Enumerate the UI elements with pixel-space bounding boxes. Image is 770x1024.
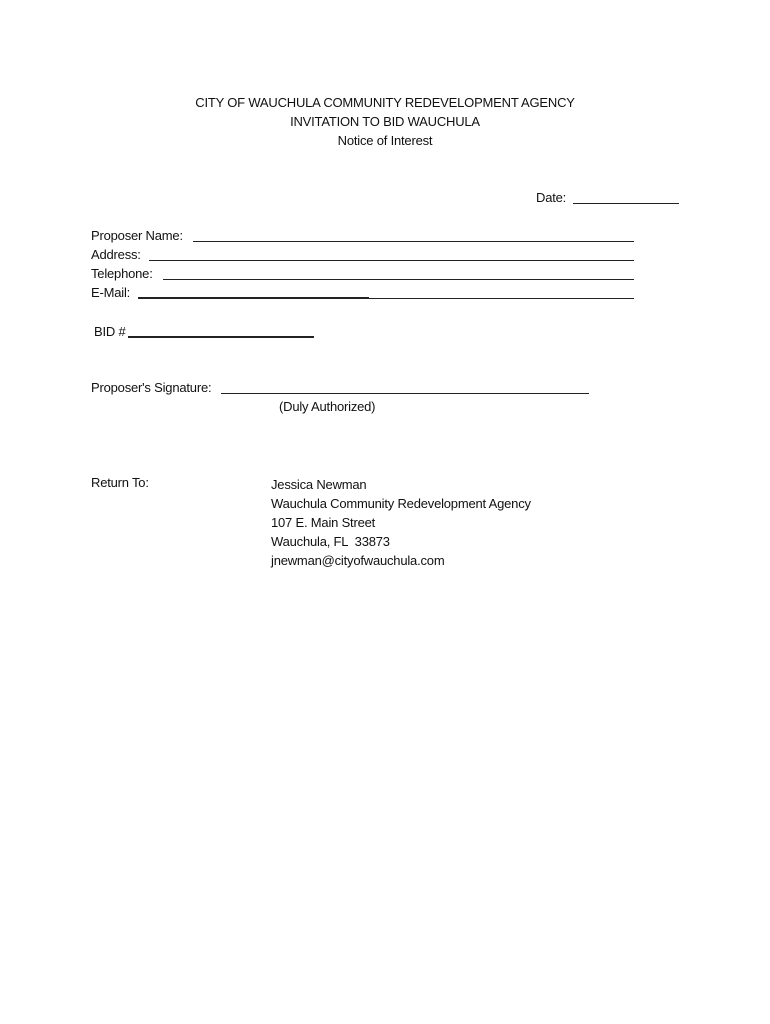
contact-street: 107 E. Main Street	[271, 515, 376, 530]
invitation-title: INVITATION TO BID WAUCHULA	[290, 114, 480, 129]
email-field-underline[interactable]	[369, 298, 634, 299]
return-address-block	[271, 475, 531, 570]
contact-email: jnewman@cityofwauchula.com	[271, 553, 445, 568]
bid-number-field[interactable]	[128, 336, 314, 338]
telephone-label: Telephone:	[91, 266, 153, 281]
date-label: Date:	[536, 190, 567, 205]
contact-organization: Wauchula Community Redevelopment Agency	[271, 496, 531, 511]
proposer-name-field[interactable]	[193, 241, 634, 242]
return-to-label: Return To:	[91, 475, 149, 490]
contact-name: Jessica Newman	[271, 477, 367, 492]
date-field[interactable]	[573, 203, 679, 204]
email-field-underline-bold[interactable]	[138, 297, 369, 299]
email-label: E-Mail:	[91, 285, 131, 300]
proposer-name-label: Proposer Name:	[91, 228, 183, 243]
address-field[interactable]	[149, 260, 634, 261]
signature-note: (Duly Authorized)	[279, 399, 376, 414]
signature-field[interactable]	[221, 393, 589, 394]
address-label: Address:	[91, 247, 141, 262]
telephone-field[interactable]	[163, 279, 634, 280]
bid-label: BID #	[94, 324, 126, 339]
notice-title: Notice of Interest	[337, 133, 433, 148]
document-header	[0, 93, 770, 150]
signature-label: Proposer's Signature:	[91, 380, 212, 395]
contact-city: Wauchula, FL 33873	[271, 534, 390, 549]
agency-title: CITY OF WAUCHULA COMMUNITY REDEVELOPMENT AGENCY	[195, 95, 575, 110]
